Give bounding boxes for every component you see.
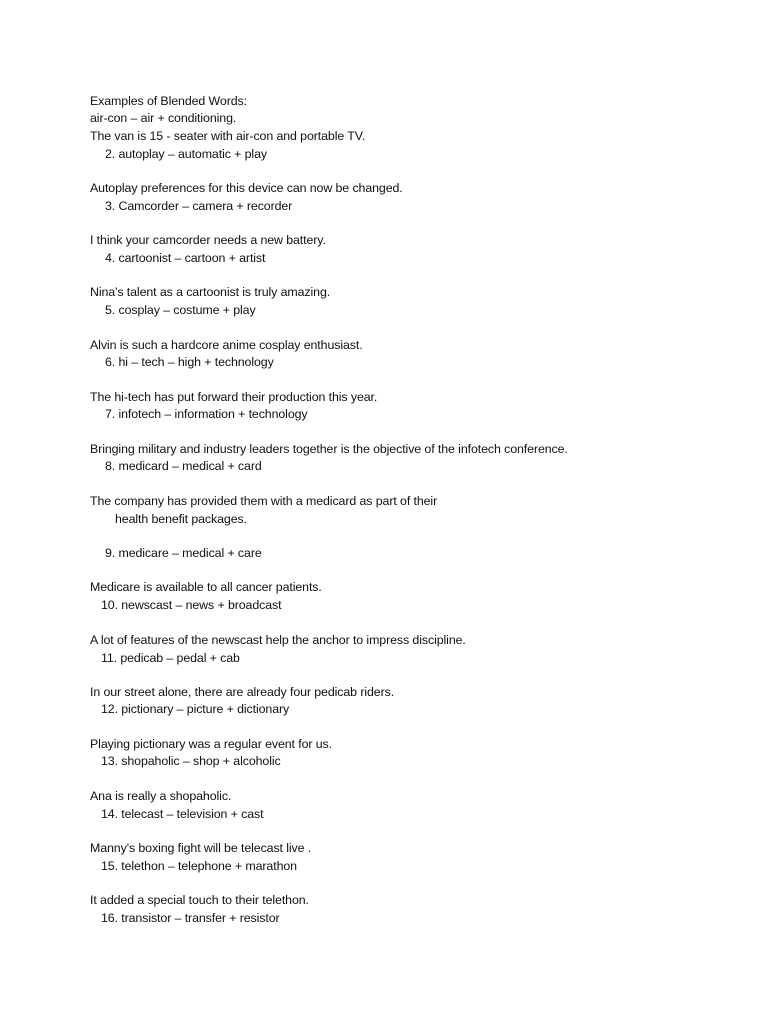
example-sentence-6: The hi-tech has put forward their production this year. — [90, 390, 378, 404]
example-sentence-4: Nina's talent as a cartoonist is truly amazing. — [90, 285, 331, 299]
entry-11: 11. pedicab – pedal + cab — [101, 651, 240, 665]
entry-15: 15. telethon – telephone + marathon — [101, 859, 297, 873]
example-sentence-12: Playing pictionary was a regular event for us. — [90, 737, 332, 751]
example-sentence-5: Alvin is such a hardcore anime cosplay enthusiast. — [90, 338, 363, 352]
entry-14: 14. telecast – television + cast — [101, 807, 264, 821]
example-sentence-10: A lot of features of the newscast help the anchor to impress discipline. — [90, 633, 466, 647]
document-heading: Examples of Blended Words: — [90, 94, 247, 108]
example-sentence-1: The van is 15 - seater with air-con and portable TV. — [90, 129, 366, 143]
example-sentence-7: Bringing military and industry leaders together is the objective of the infotech conference. — [90, 442, 568, 456]
example-sentence-9: Medicare is available to all cancer patients. — [90, 580, 322, 594]
entry-2: 2. autoplay – automatic + play — [105, 147, 267, 161]
entry-8: 8. medicard – medical + card — [105, 459, 262, 473]
example-sentence-2: Autoplay preferences for this device can now be changed. — [90, 181, 403, 195]
example-sentence-8-continued: health benefit packages. — [115, 512, 247, 526]
entry-9: 9. medicare – medical + care — [105, 546, 262, 560]
entry-7: 7. infotech – information + technology — [105, 407, 308, 421]
entry-3: 3. Camcorder – camera + recorder — [105, 199, 293, 213]
entry-1: air-con – air + conditioning. — [90, 111, 237, 125]
example-sentence-11: In our street alone, there are already four pedicab riders. — [90, 685, 395, 699]
example-sentence-13: Ana is really a shopaholic. — [90, 789, 232, 803]
entry-5: 5. cosplay – costume + play — [105, 303, 256, 317]
example-sentence-3: I think your camcorder needs a new battery. — [90, 233, 326, 247]
entry-6: 6. hi – tech – high + technology — [105, 355, 274, 369]
example-sentence-14: Manny's boxing fight will be telecast live . — [90, 841, 312, 855]
entry-12: 12. pictionary – picture + dictionary — [101, 702, 290, 716]
example-sentence-15: It added a special touch to their telethon. — [90, 893, 309, 907]
entry-4: 4. cartoonist – cartoon + artist — [105, 251, 266, 265]
entry-10: 10. newscast – news + broadcast — [101, 598, 282, 612]
entry-13: 13. shopaholic – shop + alcoholic — [101, 754, 281, 768]
entry-16: 16. transistor – transfer + resistor — [101, 911, 280, 925]
example-sentence-8: The company has provided them with a medicard as part of their — [90, 494, 438, 508]
